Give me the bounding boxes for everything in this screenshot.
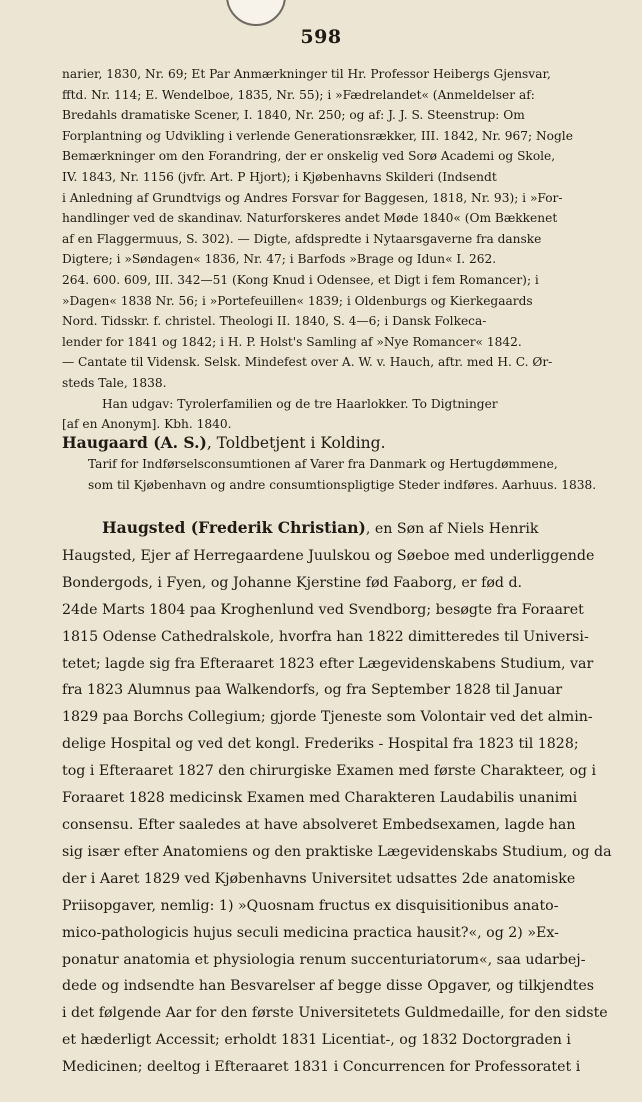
text-line: Medicinen; deeltog i Efteraaret 1831 i Concurrencen for Professoratet i (62, 1059, 581, 1076)
text-line: Bondergods, i Fyen, og Johanne Kjerstine fød Faaborg, er fød d. (62, 574, 523, 591)
page-number: 598 (300, 26, 342, 48)
text-line: Digtere; i »Søndagen« 1836, Nr. 47; i Barfods »Brage og Idun« I. 262. (62, 252, 497, 267)
text-line: delige Hospital og ved det kongl. Frederiks - Hospital fra 1823 til 1828; (62, 736, 579, 753)
text-line: Foraaret 1828 medicinsk Examen med Charakteren Laudabilis unanimi (62, 790, 578, 807)
entry-heading-line (62, 515, 617, 543)
entry-haugaard (62, 432, 617, 495)
text-line: 24de Marts 1804 paa Kroghenlund ved Svendborg; besøgte fra Foraaret (62, 601, 584, 618)
text-line: ponatur anatomia et physiologia renum succenturiatorum«, saa udarbej- (62, 951, 586, 968)
text-line: 1829 paa Borchs Collegium; gjorde Tjeneste som Volontair ved det almin- (62, 709, 593, 726)
text-line: et hæderligt Accessit; erholdt 1831 Licentiat-, og 1832 Doctorgraden i (62, 1032, 571, 1049)
text-line: Tarif for Indførselsconsumtionen af Varer fra Danmark og Hertugdømmene, (88, 457, 558, 471)
text-line: Priisopgaver, nemlig: 1) »Quosnam fructus ex disquisitionibus anato- (62, 897, 559, 914)
text-line: mico-pathologicis hujus seculi medicina practica hausit?«, og 2) »Ex- (62, 924, 559, 941)
text-line: »Dagen« 1838 Nr. 56; i »Portefeuillen« 1839; i Oldenburgs og Kierkegaards (62, 293, 533, 308)
text-line: Nord. Tidsskr. f. christel. Theologi II. 1840, S. 4—6; i Dansk Folkeca- (62, 314, 487, 329)
text-line: IV. 1843, Nr. 1156 (jvfr. Art. P Hjort); i Kjøbenhavns Skilderi (Indsendt (62, 169, 497, 184)
text-line: handlinger ved de skandinav. Naturforskeres andet Møde 1840« (Om Bækkenet (62, 211, 558, 226)
entry-name: Haugsted (Frederik Christian) (102, 518, 366, 537)
entry-description: , Toldbetjent i Kolding. (206, 434, 386, 452)
text-line: i Anledning af Grundtvigs og Andres Forsvar for Baggesen, 1818, Nr. 93); i »For- (62, 190, 563, 205)
text-line: Han udgav: Tyrolerfamilien og de tre Haarlokker. To Digtninger (102, 396, 498, 411)
text-line: tetet; lagde sig fra Efteraaret 1823 efter Lægevidenskabens Studium, var (62, 655, 594, 672)
entry-name: Haugaard (A. S.) (62, 433, 207, 452)
text-line: 1815 Odense Cathedralskole, hvorfra han 1822 dimitteredes til Universi- (62, 628, 589, 645)
text-line: [af en Anonym]. Kbh. 1840. (62, 417, 232, 432)
text-line: — Cantate til Vidensk. Selsk. Mindefest over A. W. v. Hauch, aftr. med H. C. Ør- (62, 355, 553, 370)
text-run: , en Søn af Niels Henrik (365, 521, 539, 537)
entry-heading (62, 432, 617, 454)
text-line: Bredahls dramatiske Scener, I. 1840, Nr. 250; og af: J. J. S. Steenstrup: Om (62, 108, 525, 123)
continuation-paragraph (62, 64, 617, 435)
text-line: af en Flaggermuus, S. 302). — Digte, afdspredte i Nytaarsgaverne fra danske (62, 231, 542, 246)
text-line: lender for 1841 og 1842; i H. P. Holst's Samling af »Nye Romancer« 1842. (62, 334, 522, 349)
text-line: consensu. Efter saaledes at have absolveret Embedsexamen, lagde han (62, 816, 576, 833)
text-line: Forplantning og Udvikling i verlende Generationsrækker, III. 1842, Nr. 967; Nogle (62, 128, 573, 143)
text-line: Bemærkninger om den Forandring, der er onskelig ved Sorø Academi og Skole, (62, 149, 556, 164)
text-line: tog i Efteraaret 1827 den chirurgiske Examen med første Charakteer, og i (62, 763, 597, 780)
text-line: sig især efter Anatomiens og den praktiske Lægevidenskabs Studium, og da (62, 843, 612, 860)
text-line: fra 1823 Alumnus paa Walkendorfs, og fra September 1828 til Januar (62, 682, 563, 699)
text-line: i det følgende Aar for den første Universitetets Guldmedaille, for den sidste (62, 1005, 608, 1022)
text-line: som til Kjøbenhavn og andre consumtionspligtige Steder indføres. Aarhuus. 1838. (88, 477, 597, 492)
page-top-circle-mark (226, 0, 286, 26)
text-line: steds Tale, 1838. (62, 375, 167, 390)
text-line: fftd. Nr. 114; E. Wendelboe, 1835, Nr. 55); i »Fædrelandet« (Anmeldelser af: (62, 87, 535, 102)
text-line: dede og indsendte han Besvarelser af begge disse Opgaver, og tilkjendtes (62, 978, 595, 995)
text-line: der i Aaret 1829 ved Kjøbenhavns Universitet udsattes 2de anatomiske (62, 870, 576, 887)
text-line: 264. 600. 609, III. 342—51 (Kong Knud i Odensee, et Digt i fem Romancer); i (62, 272, 539, 287)
text-line: Haugsted, Ejer af Herregaardene Juulskou og Søeboe med underliggende (62, 547, 595, 564)
text-line: narier, 1830, Nr. 69; Et Par Anmærkninger til Hr. Professor Heibergs Gjensvar, (62, 67, 551, 81)
entry-body (62, 454, 617, 495)
entry-haugsted (62, 515, 617, 1081)
